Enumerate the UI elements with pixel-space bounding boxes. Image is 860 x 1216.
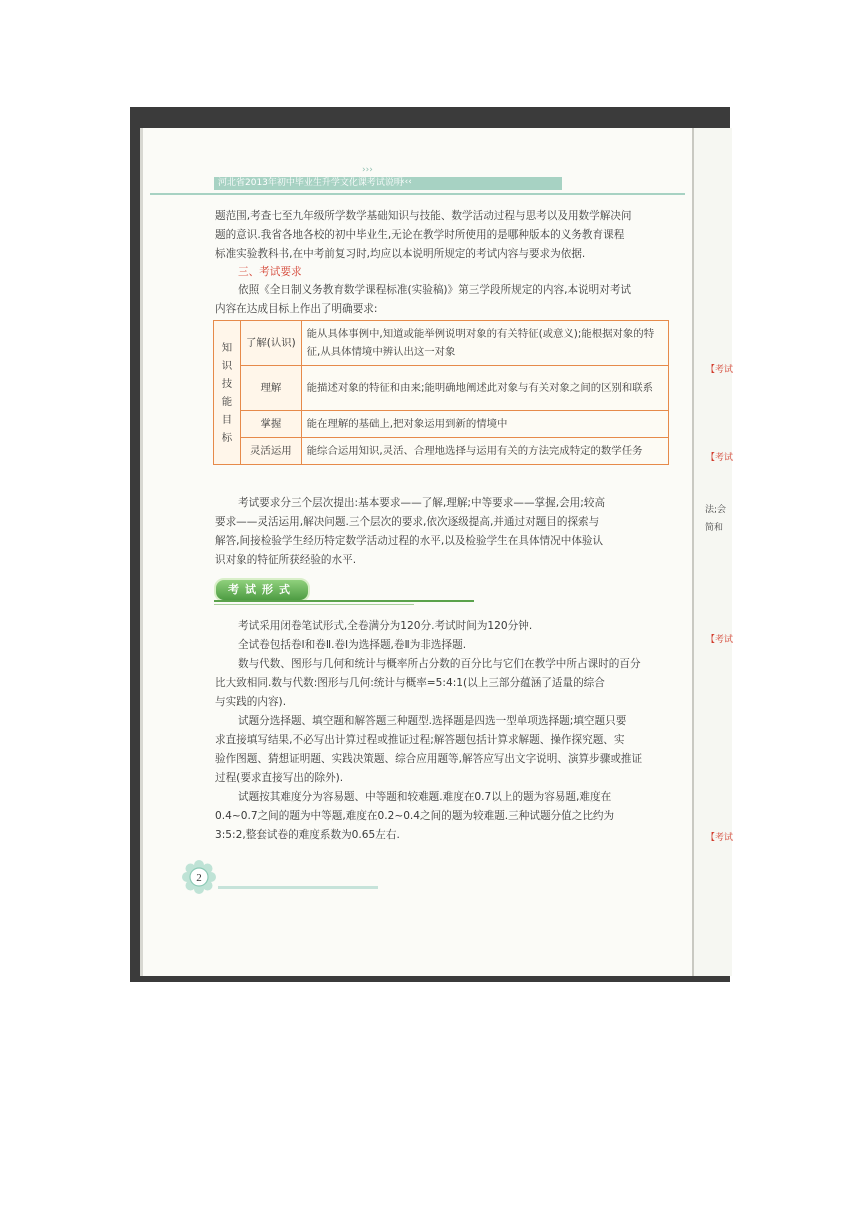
level-cell: 了解(认识) bbox=[241, 321, 302, 366]
page-number-flower-icon bbox=[182, 860, 216, 894]
exam-form-line: 与实践的内容). bbox=[215, 696, 287, 708]
description-cell: 能描述对象的特征和由来;能明确地阐述此对象与有关对象之间的区别和联系 bbox=[301, 366, 668, 411]
requirements-table bbox=[213, 320, 669, 465]
next-page-tab: 【考试 bbox=[706, 453, 734, 463]
level-cell: 理解 bbox=[241, 366, 302, 411]
footer-band bbox=[218, 886, 378, 889]
description-cell: 能综合运用知识,灵活、合理地选择与运用有关的方法完成特定的数学任务 bbox=[301, 438, 668, 465]
next-page-tab: 【考试 bbox=[706, 833, 734, 843]
exam-form-line: 验作图题、猜想证明题、实践决策题、综合应用题等,解答应写出文字说明、演算步骤或推证 bbox=[215, 753, 643, 765]
header-chevrons-icon: ››› bbox=[362, 165, 373, 175]
adjacent-page-edge bbox=[692, 128, 732, 976]
header-rule bbox=[150, 193, 685, 195]
table-row bbox=[214, 438, 669, 465]
exam-form-badge: 考试形式 bbox=[214, 578, 310, 602]
next-page-fragment: 法;会 bbox=[705, 505, 727, 515]
exam-form-line: 过程(要求直接写出的除外). bbox=[215, 772, 344, 784]
exam-form-line: 数与代数、图形与几何和统计与概率所占分数的百分比与它们在教学中所占课时的百分 bbox=[238, 658, 641, 670]
badge-underline-thin bbox=[214, 604, 414, 605]
next-page-tab: 【考试 bbox=[706, 365, 734, 375]
table-row bbox=[214, 321, 669, 366]
level-cell: 灵活运用 bbox=[241, 438, 302, 465]
exam-form-line: 全试卷包括卷Ⅰ和卷Ⅱ.卷Ⅰ为选择题,卷Ⅱ为非选择题. bbox=[238, 639, 467, 651]
paragraph-line: 识对象的特征所获经验的水平. bbox=[215, 554, 357, 566]
paragraph-line: 要求——灵活运用,解决问题.三个层次的要求,依次逐级提高,并通过对题目的探索与 bbox=[215, 516, 600, 528]
header-title: 河北省2013年初中毕业生升学文化课考试说明 bbox=[218, 178, 403, 188]
paragraph-line: 考试要求分三个层次提出:基本要求——了解,理解;中等要求——掌握,会用;较高 bbox=[238, 497, 606, 509]
exam-form-line: 3:5:2,整套试卷的难度系数为0.65左右. bbox=[215, 829, 400, 841]
section-text-line: 依照《全日制义务教育数学课程标准(实验稿)》第三学段所规定的内容,本说明对考试 bbox=[238, 284, 632, 296]
table-side-label: 知识技能目标 bbox=[214, 321, 241, 465]
paragraph-line: 解答,间接检验学生经历特定数学活动过程的水平,以及检验学生在具体情况中体验认 bbox=[215, 535, 604, 547]
description-cell: 能从具体事例中,知道或能举例说明对象的有关特征(或意义);能根据对象的特征,从具体情境中辨认出这一对象 bbox=[301, 321, 668, 366]
next-page-fragment: 简和 bbox=[705, 523, 724, 533]
exam-form-line: 试题分选择题、填空题和解答题三种题型.选择题是四选一型单项选择题;填空题只要 bbox=[238, 715, 627, 727]
intro-line: 题的意识.我省各地各校的初中毕业生,无论在教学时所使用的是哪种版本的义务教育课程 bbox=[215, 229, 625, 241]
badge-underline bbox=[214, 600, 474, 602]
next-page-tab: 【考试 bbox=[706, 635, 734, 645]
exam-form-line: 0.4~0.7之间的题为中等题,难度在0.2~0.4之间的题为较难题.三种试题分值之比约为 bbox=[215, 810, 615, 822]
intro-line: 标准实验教科书,在中考前复习时,均应以本说明所规定的考试内容与要求为依据. bbox=[215, 248, 586, 260]
description-cell: 能在理解的基础上,把对象运用到新的情境中 bbox=[301, 411, 668, 438]
section-heading: 三、考试要求 bbox=[238, 266, 302, 278]
intro-line: 题范围,考查七至九年级所学数学基础知识与技能、数学活动过程与思考以及用数学解决问 bbox=[215, 210, 632, 222]
exam-form-line: 求直接填写结果,不必写出计算过程或推证过程;解答题包括计算求解题、操作探究题、实 bbox=[215, 734, 625, 746]
exam-form-line: 比大致相同.数与代数:图形与几何:统计与概率=5:4:1(以上三部分蕴涵了适量的综合 bbox=[215, 677, 605, 689]
page-number: 2 bbox=[196, 872, 202, 884]
table-row bbox=[214, 366, 669, 411]
section-text-line: 内容在达成目标上作出了明确要求: bbox=[215, 303, 378, 315]
level-cell: 掌握 bbox=[241, 411, 302, 438]
header-chevrons-right-icon: ‹‹‹ bbox=[401, 177, 412, 187]
exam-form-line: 试题按其难度分为容易题、中等题和较难题.难度在0.7以上的题为容易题,难度在 bbox=[238, 791, 612, 803]
exam-form-line: 考试采用闭卷笔试形式,全卷满分为120分.考试时间为120分钟. bbox=[238, 620, 533, 632]
table-row bbox=[214, 411, 669, 438]
